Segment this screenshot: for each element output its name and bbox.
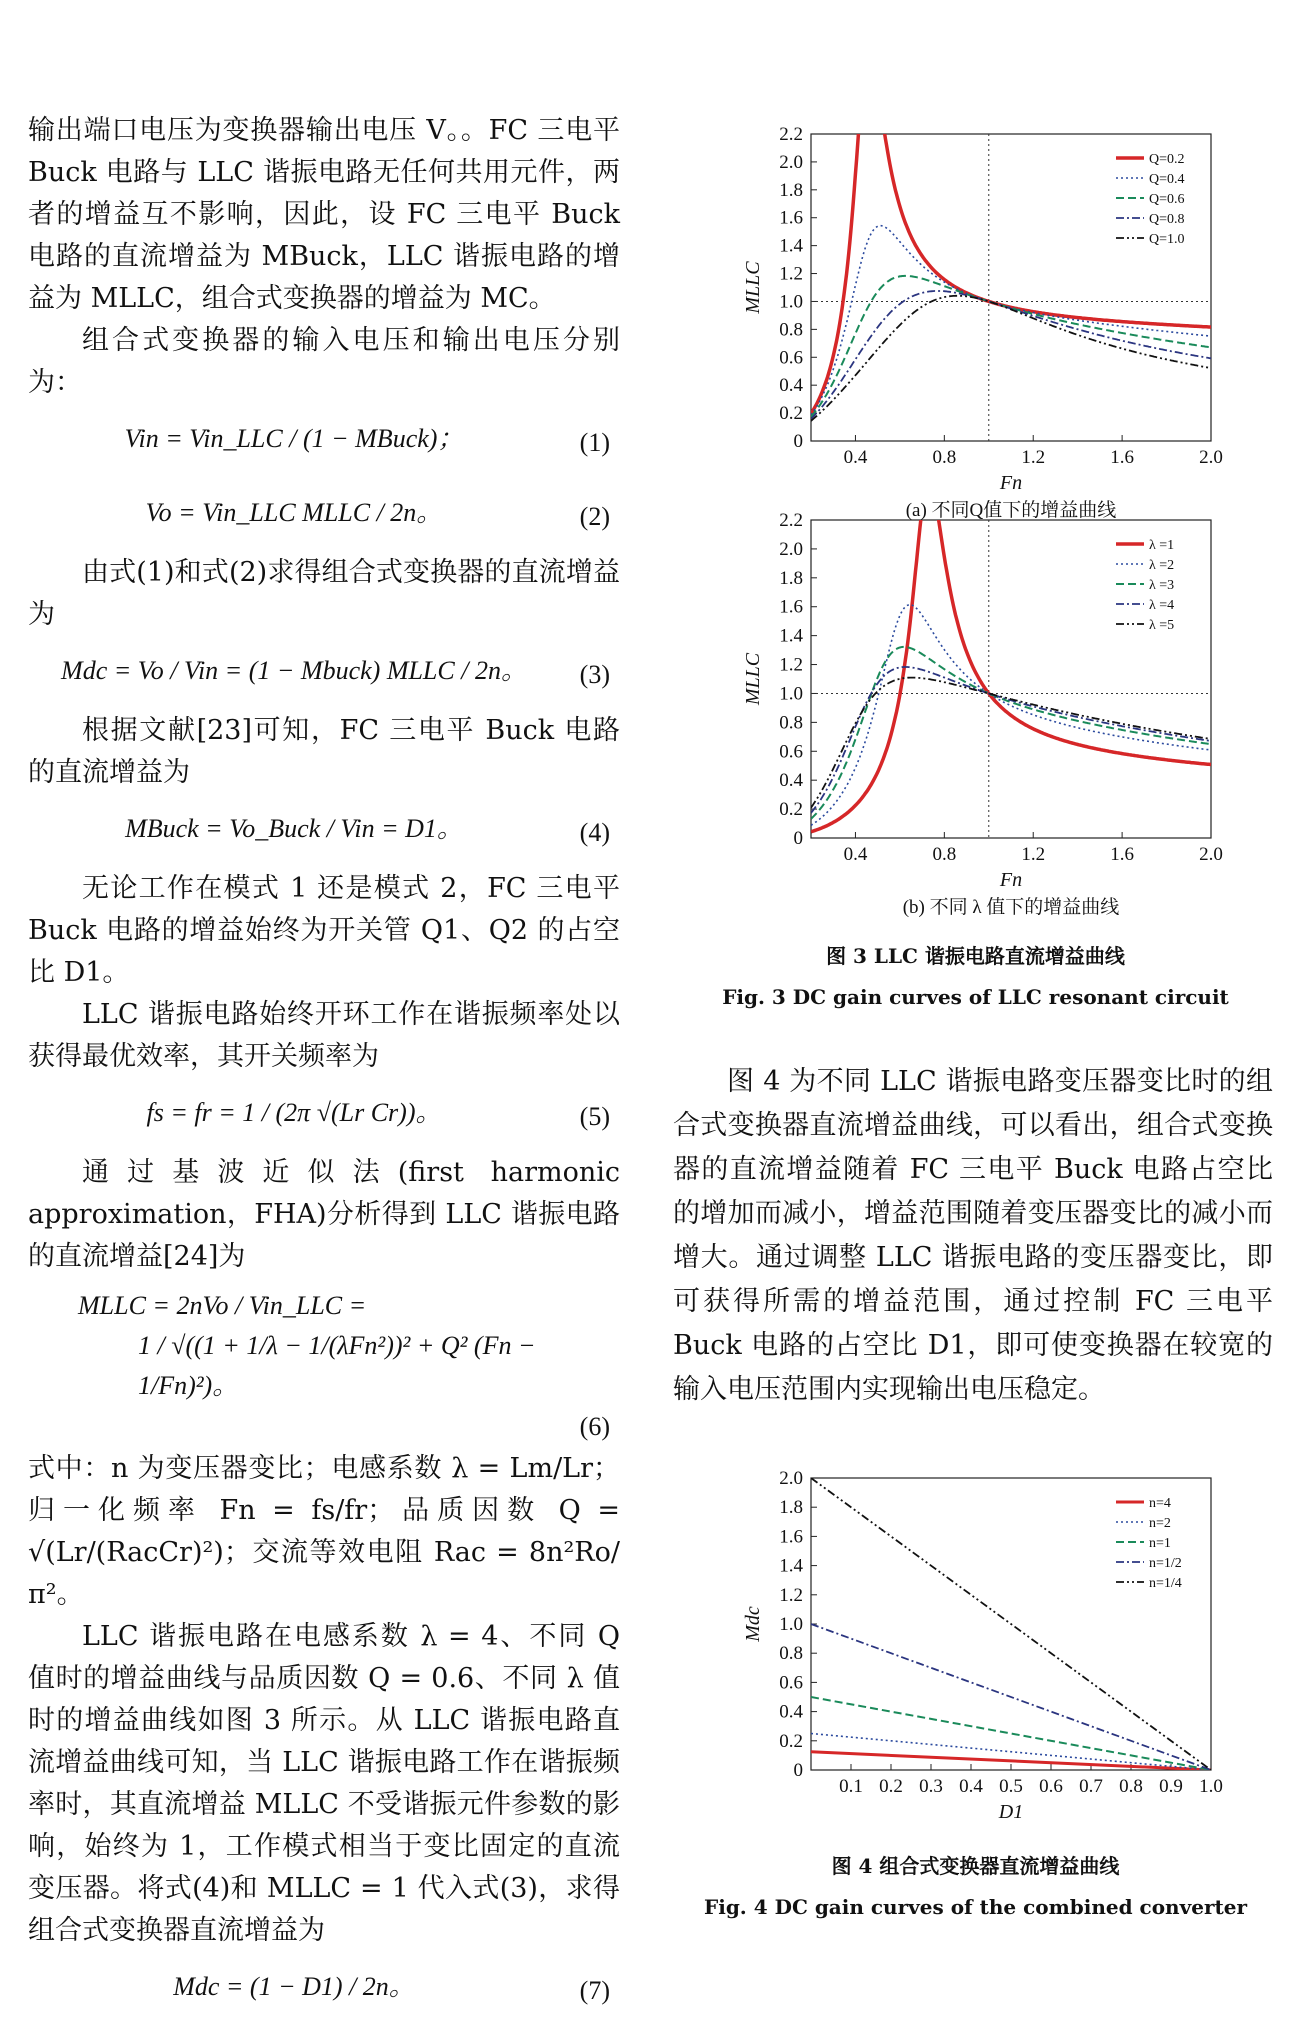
y-tick-label: 2.2 (779, 124, 803, 145)
x-axis-label: Fn (999, 472, 1023, 494)
x-axis-label: Fn (999, 869, 1023, 891)
paragraph: 根据文献[23]可知，FC 三电平 Buck 电路的直流增益为 (28, 715, 620, 788)
y-tick-label: 2.2 (779, 510, 803, 531)
equation-number: (5) (579, 1102, 610, 1131)
y-tick-label: 1.8 (779, 567, 803, 589)
series-line (811, 226, 1211, 415)
equation-5 (28, 1078, 620, 1152)
y-tick-label: 0.8 (779, 319, 803, 341)
series-line (811, 647, 1211, 819)
chart-subtitle: (b) 不同 λ 值下的增益曲线 (902, 897, 1120, 918)
y-tick-label: 1.0 (779, 291, 803, 313)
equation-body: Mdc = (1 − D1) / 2n。 (173, 1972, 415, 2001)
y-tick-label: 0.8 (779, 712, 803, 734)
legend-label: n=1 (1149, 1536, 1171, 1551)
fig4-caption-cn: 图 4 组合式变换器直流增益曲线 (831, 1854, 1120, 1878)
y-tick-label: 1.4 (779, 625, 803, 647)
y-tick-label: 0.4 (779, 770, 803, 792)
equation-body: fs = fr = 1 / (2π √(Lr Cr))。 (146, 1098, 442, 1127)
legend-label: n=2 (1149, 1516, 1171, 1531)
y-tick-label: 1.0 (779, 683, 803, 705)
chart-3b (673, 510, 1278, 920)
legend-label: λ =3 (1149, 578, 1175, 593)
y-tick-label: 1.6 (779, 207, 803, 229)
legend-label: Q=0.8 (1149, 212, 1185, 227)
legend-label: Q=0.4 (1149, 172, 1185, 187)
legend-label: λ =1 (1149, 538, 1175, 553)
left-column (28, 110, 620, 2026)
y-tick-label: 1.6 (779, 1526, 803, 1548)
equation-body: Mdc = Vo / Vin = (1 − Mbuck) MLLC / 2n。 (61, 656, 527, 685)
x-tick-label: 0.4 (843, 844, 868, 865)
y-tick-label: 1.2 (779, 1584, 803, 1606)
x-tick-label: 0.8 (932, 844, 957, 865)
equation-4 (28, 794, 620, 868)
x-tick-label: 0.4 (843, 447, 868, 468)
y-tick-label: 0.6 (779, 1672, 803, 1694)
chart-subtitle: (a) 不同Q值下的增益曲线 (905, 500, 1117, 521)
x-tick-label: 0.4 (959, 1776, 983, 1797)
x-tick-label: 1.6 (1110, 844, 1134, 865)
y-axis-label: MLLC (742, 261, 764, 314)
y-tick-label: 0.4 (779, 375, 803, 397)
series-line (811, 667, 1211, 813)
y-tick-label: 0.2 (779, 403, 803, 425)
y-tick-label: 0.2 (779, 1730, 803, 1752)
legend-label: n=4 (1149, 1496, 1171, 1511)
equation-line: 1 / √((1 + 1/λ − 1/(λFn²))² + Q² (Fn − 1/Fn)²)。 (138, 1331, 536, 1400)
equation-number: (2) (579, 502, 610, 531)
paragraph: 输出端口电压为变换器输出电压 V。。FC 三电平 Buck 电路与 LLC 谐振电路无任何共用元件，两者的增益互不影响，因此，设 FC 三电平 Buck 电路的直流增益为 MBuck，LLC 谐振电路的增益为 MLLC，组合式变换器的增益为 MC。 (28, 115, 620, 314)
paragraph: 式中：n 为变压器变比；电感系数 λ = Lm/Lr；归一化频率 Fn = fs/fr；品质因数 Q = √(Lr/(RacCr)²)；交流等效电阻 Rac = 8n²Ro/π²。 (28, 1453, 620, 1610)
y-tick-label: 2.0 (779, 1468, 803, 1489)
x-tick-label: 1.0 (1199, 1776, 1223, 1797)
x-tick-label: 2.0 (1199, 844, 1223, 865)
y-tick-label: 1.8 (779, 179, 803, 201)
y-tick-label: 0 (793, 431, 803, 452)
x-tick-label: 0.8 (1119, 1776, 1143, 1797)
paragraph: 由式(1)和式(2)求得组合式变换器的直流增益为 (28, 557, 620, 630)
equation-7 (28, 1952, 620, 2026)
equation-body: Vo = Vin_LLC MLLC / 2n。 (145, 498, 443, 527)
y-tick-label: 1.0 (779, 1614, 803, 1635)
y-tick-label: 0 (793, 828, 803, 849)
legend-label: λ =4 (1149, 598, 1175, 613)
series-line (811, 1624, 1211, 1770)
x-tick-label: 0.8 (932, 447, 957, 468)
legend-label: n=1/4 (1149, 1576, 1182, 1591)
x-tick-label: 0.5 (999, 1776, 1023, 1797)
paragraph: LLC 谐振电路始终开环工作在谐振频率处以获得最优效率，其开关频率为 (28, 999, 620, 1072)
fig3-caption-en: Fig. 3 DC gain curves of LLC resonant circuit (722, 985, 1229, 1009)
legend-label: Q=1.0 (1149, 232, 1185, 247)
x-tick-label: 0.3 (919, 1776, 943, 1797)
equation-2 (28, 478, 620, 552)
equation-number: (6) (579, 1412, 610, 1441)
paragraph: LLC 谐振电路在电感系数 λ = 4、不同 Q 值时的增益曲线与品质因数 Q = 0.6、不同 λ 值时的增益曲线如图 3 所示。从 LLC 谐振电路直流增益曲线可知，当 LLC 谐振电路工作在谐振频率时，其直流增益 MLLC 不受谐振元件参数的影响，始终为 1，工作模式相当于变比固定的直流变压器。将式(4)和 MLLC = 1 代入式(3)，求得组合式变换器直流增益为 (28, 1621, 620, 1946)
y-tick-label: 0 (793, 1760, 803, 1781)
y-tick-label: 0.4 (779, 1701, 803, 1723)
x-tick-label: 0.1 (839, 1776, 863, 1797)
legend-label: λ =5 (1149, 618, 1175, 633)
x-tick-label: 0.2 (879, 1776, 903, 1797)
equation-line: MLLC = 2nVo / Vin_LLC = (78, 1291, 367, 1320)
equation-body: Vin = Vin_LLC / (1 − MBuck)； (124, 424, 464, 453)
paragraph: 图 4 为不同 LLC 谐振电路变压器变比时的组合式变换器直流增益曲线，可以看出，组合式变换器的直流增益随着 FC 三电平 Buck 电路占空比的增加而减小，增益范围随着变压器变比的减小而增大。通过调整 LLC 谐振电路的变压器变比，即可获得所需的增益范围，通过控制 FC 三电平 Buck 电路的占空比 D1，即可使变换器在较宽的输入电压范围内实现输出电压稳定。 (673, 1066, 1273, 1405)
chart-4 (673, 1465, 1278, 1830)
series-line (811, 296, 1211, 421)
equation-1 (28, 404, 620, 478)
equation-body: MBuck = Vo_Buck / Vin = D1。 (125, 814, 463, 843)
y-tick-label: 1.2 (779, 263, 803, 285)
y-tick-label: 0.2 (779, 799, 803, 821)
paragraph: 组合式变换器的输入电压和输出电压分别为： (28, 325, 620, 398)
legend-label: Q=0.6 (1149, 192, 1185, 207)
y-tick-label: 2.0 (779, 538, 803, 560)
equation-number: (4) (579, 818, 610, 847)
x-axis-label: D1 (998, 1801, 1024, 1823)
equation-number: (7) (579, 1976, 610, 2005)
y-tick-label: 2.0 (779, 151, 803, 173)
y-tick-label: 1.6 (779, 596, 803, 618)
equation-body (78, 1286, 560, 1406)
y-tick-label: 1.4 (779, 1555, 803, 1577)
x-tick-label: 1.2 (1021, 447, 1046, 468)
series-group (811, 480, 1211, 832)
legend-label: λ =2 (1149, 558, 1175, 573)
paragraph: 无论工作在模式 1 还是模式 2，FC 三电平 Buck 电路的增益始终为开关管 Q1、Q2 的占空比 D1。 (28, 873, 620, 988)
x-tick-label: 0.7 (1079, 1776, 1103, 1797)
x-tick-label: 0.9 (1159, 1776, 1183, 1797)
legend-label: n=1/2 (1149, 1556, 1182, 1571)
x-tick-label: 1.6 (1110, 447, 1134, 468)
figure-3a (673, 118, 1278, 528)
equation-number: (1) (579, 428, 610, 457)
y-axis-label: MLLC (742, 652, 764, 706)
y-tick-label: 1.4 (779, 235, 803, 257)
chart-3a (673, 118, 1278, 528)
y-tick-label: 0.6 (779, 347, 803, 369)
legend-label: Q=0.2 (1149, 152, 1185, 167)
y-tick-label: 1.8 (779, 1497, 803, 1519)
y-tick-label: 0.8 (779, 1643, 803, 1665)
y-tick-label: 1.2 (779, 654, 803, 676)
series-line (811, 1697, 1211, 1770)
series-line (811, 480, 1211, 832)
equation-6 (28, 1278, 620, 1448)
figure-3b (673, 510, 1278, 920)
right-column-text (673, 1060, 1273, 1412)
figure-4 (673, 1465, 1278, 1830)
fig4-caption-en: Fig. 4 DC gain curves of the combined converter (704, 1895, 1247, 1919)
paragraph: 通过基波近似法(first harmonic approximation，FHA)分析得到 LLC 谐振电路的直流增益[24]为 (28, 1157, 620, 1272)
y-tick-label: 0.6 (779, 741, 803, 763)
x-tick-label: 1.2 (1021, 844, 1046, 865)
fig3-caption-cn: 图 3 LLC 谐振电路直流增益曲线 (826, 944, 1125, 968)
equation-number: (3) (579, 660, 610, 689)
equation-3 (28, 636, 620, 710)
x-tick-label: 2.0 (1199, 447, 1223, 468)
y-axis-label: Mdc (742, 1606, 764, 1642)
x-tick-label: 0.6 (1039, 1776, 1063, 1797)
